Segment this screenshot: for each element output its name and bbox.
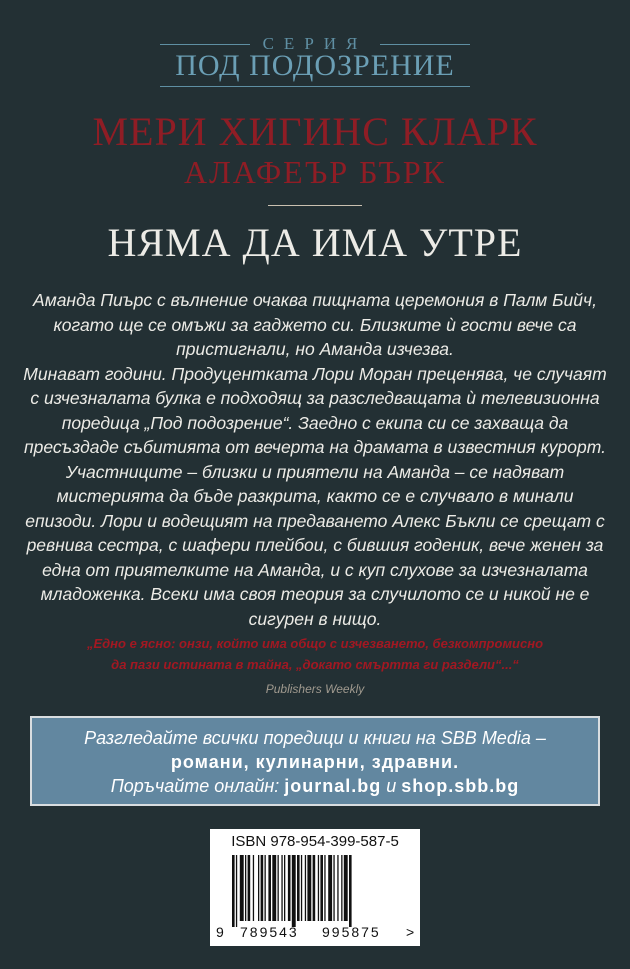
- barcode-bar: [333, 855, 334, 921]
- barcode-bar: [313, 855, 316, 921]
- series-name: ПОД ПОДОЗРЕНИЕ: [175, 49, 455, 82]
- barcode-bar: [245, 855, 246, 921]
- blurb-line: една от приятелките на Аманда, и с куп слухове за изчезналата: [42, 559, 588, 580]
- author-primary: МЕРИ ХИГИНС КЛАРК: [92, 109, 538, 154]
- book-title: НЯМА ДА ИМА УТРЕ: [107, 220, 523, 265]
- blurb-line: младоженка. Всеки има своя теория за случилото се и никой не е: [40, 584, 590, 604]
- blurb-line: Участниците – близки и приятели на Аманда – се надяват: [65, 461, 565, 482]
- barcode-bar: [268, 855, 271, 921]
- barcode-bar: [253, 855, 254, 921]
- blurb-line: когато ще се омъжи за гаджето си. Близките ѝ гости вече са: [53, 314, 577, 335]
- barcode-bar: [261, 855, 264, 921]
- barcode-bar: [288, 855, 291, 921]
- isbn-text: ISBN 978-954-399-587-5: [231, 833, 399, 850]
- promo-genres: романи, кулинарни, здравни.: [170, 752, 460, 772]
- blurb-line: мистерията да бъде разкрита, както се е случвало в минали: [56, 486, 574, 506]
- promo-link-shop[interactable]: shop.sbb.bg: [401, 776, 520, 796]
- blurb-line: поредица „Под подозрение“. Заедно с екипа си се захваща да: [61, 412, 569, 433]
- promo-line: Разгледайте всички поредици и книги на SBB Media –: [84, 728, 546, 748]
- barcode-bar: [292, 855, 296, 927]
- blurb-line: ревнива сестра, с шафери плейбои, с бившия годеник, вече женен за: [26, 535, 604, 555]
- series-underline: [160, 86, 470, 87]
- series-label-line-left: [160, 44, 250, 45]
- barcode-bar: [265, 855, 266, 921]
- barcode-bar: [344, 855, 348, 921]
- barcode-digits-left: 789543: [240, 924, 299, 940]
- series-label: СЕРИЯ: [262, 34, 368, 53]
- blurb: [22, 288, 608, 631]
- review-quote-line: „Едно е ясно: онзи, който има общо с изчезването, безкомпромисно: [86, 636, 544, 651]
- blurb-line: пресъздаде събитията от вечерта на драмата в известния курорт.: [24, 437, 606, 457]
- review-quote: [30, 633, 600, 675]
- barcode-bar: [349, 855, 352, 927]
- barcode-bar: [305, 855, 306, 921]
- barcode-bar: [236, 855, 237, 927]
- barcode-bar: [301, 855, 302, 921]
- blurb-line: Минават години. Продуцентката Лори Моран преценява, че случаят: [23, 363, 607, 384]
- review-source: Publishers Weekly: [265, 682, 365, 696]
- isbn-barcode: [210, 829, 420, 946]
- blurb-line: епизоди. Лори и водещият на предаването Алекс Бъкли се срещат с: [25, 510, 605, 531]
- barcode-bar: [272, 855, 276, 921]
- barcode-bar: [341, 855, 342, 921]
- barcode-bar: [258, 855, 259, 921]
- title-divider: [268, 205, 362, 206]
- promo-order-line: [32, 774, 598, 798]
- author-secondary: АЛАФЕЪР БЪРК: [183, 154, 446, 190]
- blurb-line: сигурен в нищо.: [248, 608, 382, 629]
- barcode-bars: [232, 855, 402, 927]
- barcode-bar: [284, 855, 285, 921]
- barcode-bar: [248, 855, 251, 921]
- barcode-digits-right: 995875: [322, 924, 381, 940]
- barcode-bar: [278, 855, 279, 921]
- barcode-bar: [320, 855, 323, 921]
- barcode-bar: [337, 855, 338, 921]
- promo-box: [30, 716, 600, 806]
- review-quote-line: да пази истината в тайна, „докато смъртта ги раздели“...“: [111, 657, 519, 672]
- barcode-bar: [297, 855, 300, 921]
- barcode-bar: [318, 855, 319, 921]
- barcode-arrow: >: [406, 924, 415, 940]
- barcode-bar: [324, 855, 325, 921]
- promo-conjunction: и: [381, 776, 402, 796]
- barcode-bar: [232, 855, 235, 927]
- barcode-bar: [240, 855, 244, 921]
- series-label-line-right: [380, 44, 470, 45]
- barcode-bar: [281, 855, 282, 921]
- blurb-line: с изчезналата булка е подходящ за разследващата ѝ телевизионна: [30, 388, 600, 408]
- barcode-digit-lead: 9: [216, 924, 224, 940]
- barcode-bar: [328, 855, 332, 921]
- blurb-line: пристигнали, но Аманда изчезва.: [176, 339, 454, 359]
- promo-link-journal[interactable]: journal.bg: [284, 776, 382, 796]
- barcode-bar: [307, 855, 311, 921]
- blurb-line: Аманда Пиърс с вълнение очаква пищната церемония в Палм Бийч,: [33, 290, 597, 310]
- promo-order-prefix: Поръчайте онлайн:: [110, 776, 285, 796]
